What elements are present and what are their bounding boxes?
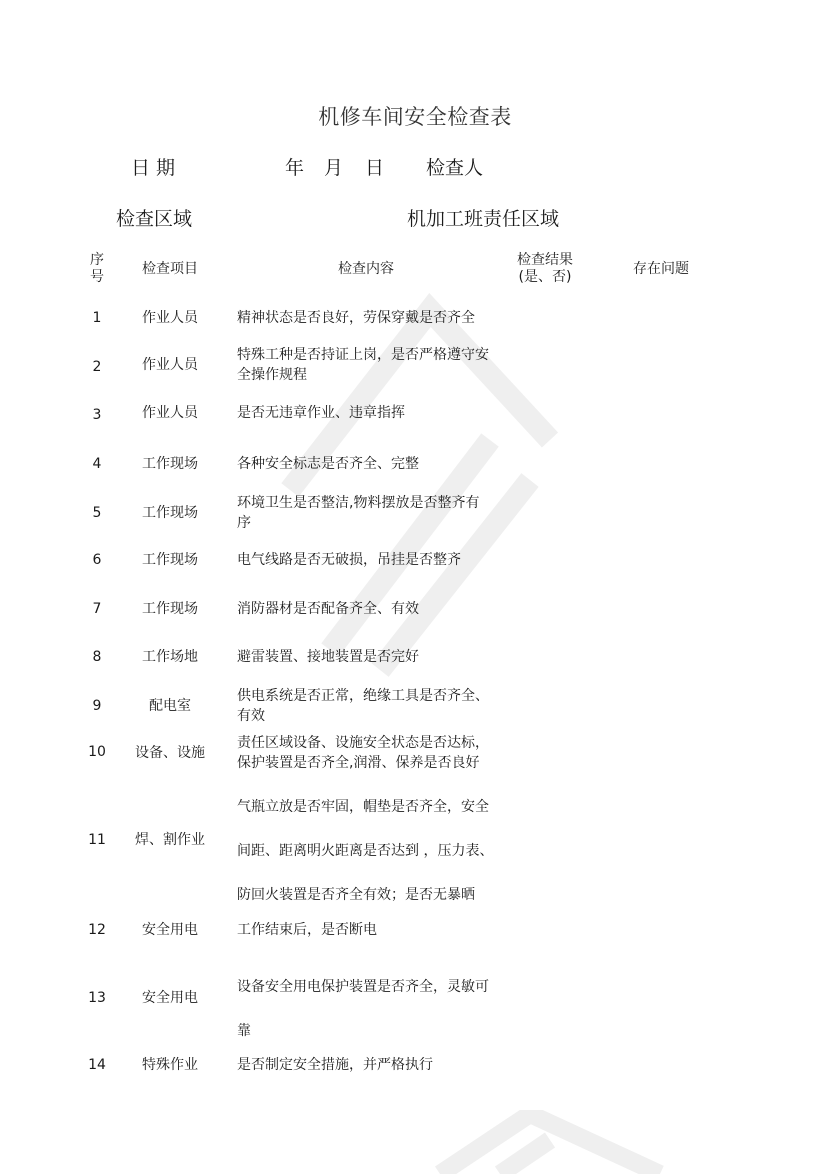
row-item: 工作现场 <box>142 505 198 521</box>
row-item: 工作场地 <box>142 649 198 665</box>
row-number: 5 <box>92 505 102 521</box>
row-content-line: 序 <box>237 515 251 531</box>
row-item: 作业人员 <box>142 405 198 421</box>
row-content-line: 全操作规程 <box>237 367 307 383</box>
header-seq-line1: 序 <box>90 252 104 268</box>
row-content <box>237 686 512 726</box>
row-content-line: 间距、距离明火距离是否达到 ，压力表、 <box>237 843 494 859</box>
row-item: 配电室 <box>149 698 191 714</box>
row-content <box>237 785 512 917</box>
area-value: 机加工班责任区域 <box>407 208 560 230</box>
inspector-label: 检查人 <box>426 157 484 179</box>
watermark-logo-icon <box>260 270 560 690</box>
row-content-line: 防回火装置是否齐全有效；是否无暴晒 <box>237 887 475 903</box>
row-item: 安全用电 <box>142 990 198 1006</box>
header-item: 检查项目 <box>142 261 198 277</box>
row-content-line: 气瓶立放是否牢固，帽垫是否齐全，安全 <box>237 799 489 815</box>
row-item: 设备、设施 <box>135 745 205 761</box>
row-content-line: 环境卫生是否整洁,物料摆放是否整齐有 <box>237 495 480 511</box>
row-item: 安全用电 <box>142 922 198 938</box>
header-seq <box>82 252 112 286</box>
header-issues: 存在问题 <box>633 261 689 277</box>
year-label: 年 <box>285 157 305 179</box>
row-content <box>237 550 512 570</box>
row-content-line: 特殊工种是否持证上岗，是否严格遵守安 <box>237 347 489 363</box>
row-number: 3 <box>92 407 102 423</box>
row-content-line: 保护装置是否齐全,润滑、保养是否良好 <box>237 755 480 771</box>
row-number: 13 <box>88 990 106 1006</box>
row-item: 工作现场 <box>142 552 198 568</box>
row-number: 10 <box>88 744 106 760</box>
area-label: 检查区域 <box>116 208 193 230</box>
row-number: 8 <box>92 649 102 665</box>
watermark-logo-icon <box>420 1110 680 1174</box>
row-item: 作业人员 <box>142 310 198 326</box>
row-number: 4 <box>92 456 102 472</box>
row-content-line: 责任区域设备、设施安全状态是否达标， <box>237 735 489 751</box>
row-item: 工作现场 <box>142 456 198 472</box>
row-number: 2 <box>92 359 102 375</box>
row-number: 9 <box>92 698 102 714</box>
row-content-line: 各种安全标志是否齐全、完整 <box>237 456 419 472</box>
date-label: 日 期 <box>131 157 176 179</box>
day-label: 日 <box>365 157 385 179</box>
row-content-line: 是否无违章作业、违章指挥 <box>237 405 405 421</box>
header-result-line2: (是、否) <box>518 269 572 285</box>
row-content-line: 精神状态是否良好，劳保穿戴是否齐全 <box>237 310 475 326</box>
row-content <box>237 599 512 619</box>
row-number: 12 <box>88 922 106 938</box>
row-content-line: 供电系统是否正常，绝缘工具是否齐全、 <box>237 688 489 704</box>
row-content <box>237 965 512 1053</box>
header-seq-line2: 号 <box>90 269 104 285</box>
row-content-line: 设备安全用电保护装置是否齐全，灵敏可 <box>237 979 489 995</box>
row-content-line: 电气线路是否无破损，吊挂是否整齐 <box>237 552 461 568</box>
row-content <box>237 345 512 385</box>
row-number: 7 <box>92 601 102 617</box>
row-content <box>237 308 512 328</box>
month-label: 月 <box>324 157 344 179</box>
row-number: 1 <box>92 310 102 326</box>
row-content-line: 是否制定安全措施，并严格执行 <box>237 1057 433 1073</box>
row-content <box>237 733 512 773</box>
row-number: 14 <box>88 1057 106 1073</box>
row-number: 6 <box>92 552 102 568</box>
header-content: 检查内容 <box>338 261 394 277</box>
row-content <box>237 493 512 533</box>
row-item: 作业人员 <box>142 357 198 373</box>
header-result <box>495 252 595 286</box>
row-content <box>237 647 512 667</box>
row-content <box>237 1055 512 1075</box>
row-content-line: 消防器材是否配备齐全、有效 <box>237 601 419 617</box>
row-number: 11 <box>88 832 106 848</box>
row-item: 特殊作业 <box>142 1057 198 1073</box>
row-content-line: 有效 <box>237 708 265 724</box>
row-content-line: 避雷装置、接地装置是否完好 <box>237 649 419 665</box>
document-title: 机修车间安全检查表 <box>318 105 512 129</box>
row-content <box>237 454 512 474</box>
header-result-line1: 检查结果 <box>517 252 573 268</box>
row-item: 工作现场 <box>142 601 198 617</box>
row-content <box>237 403 512 423</box>
row-content-line: 靠 <box>237 1023 251 1039</box>
row-content-line: 工作结束后，是否断电 <box>237 922 377 938</box>
row-content <box>237 920 512 940</box>
row-item: 焊、割作业 <box>135 832 205 848</box>
